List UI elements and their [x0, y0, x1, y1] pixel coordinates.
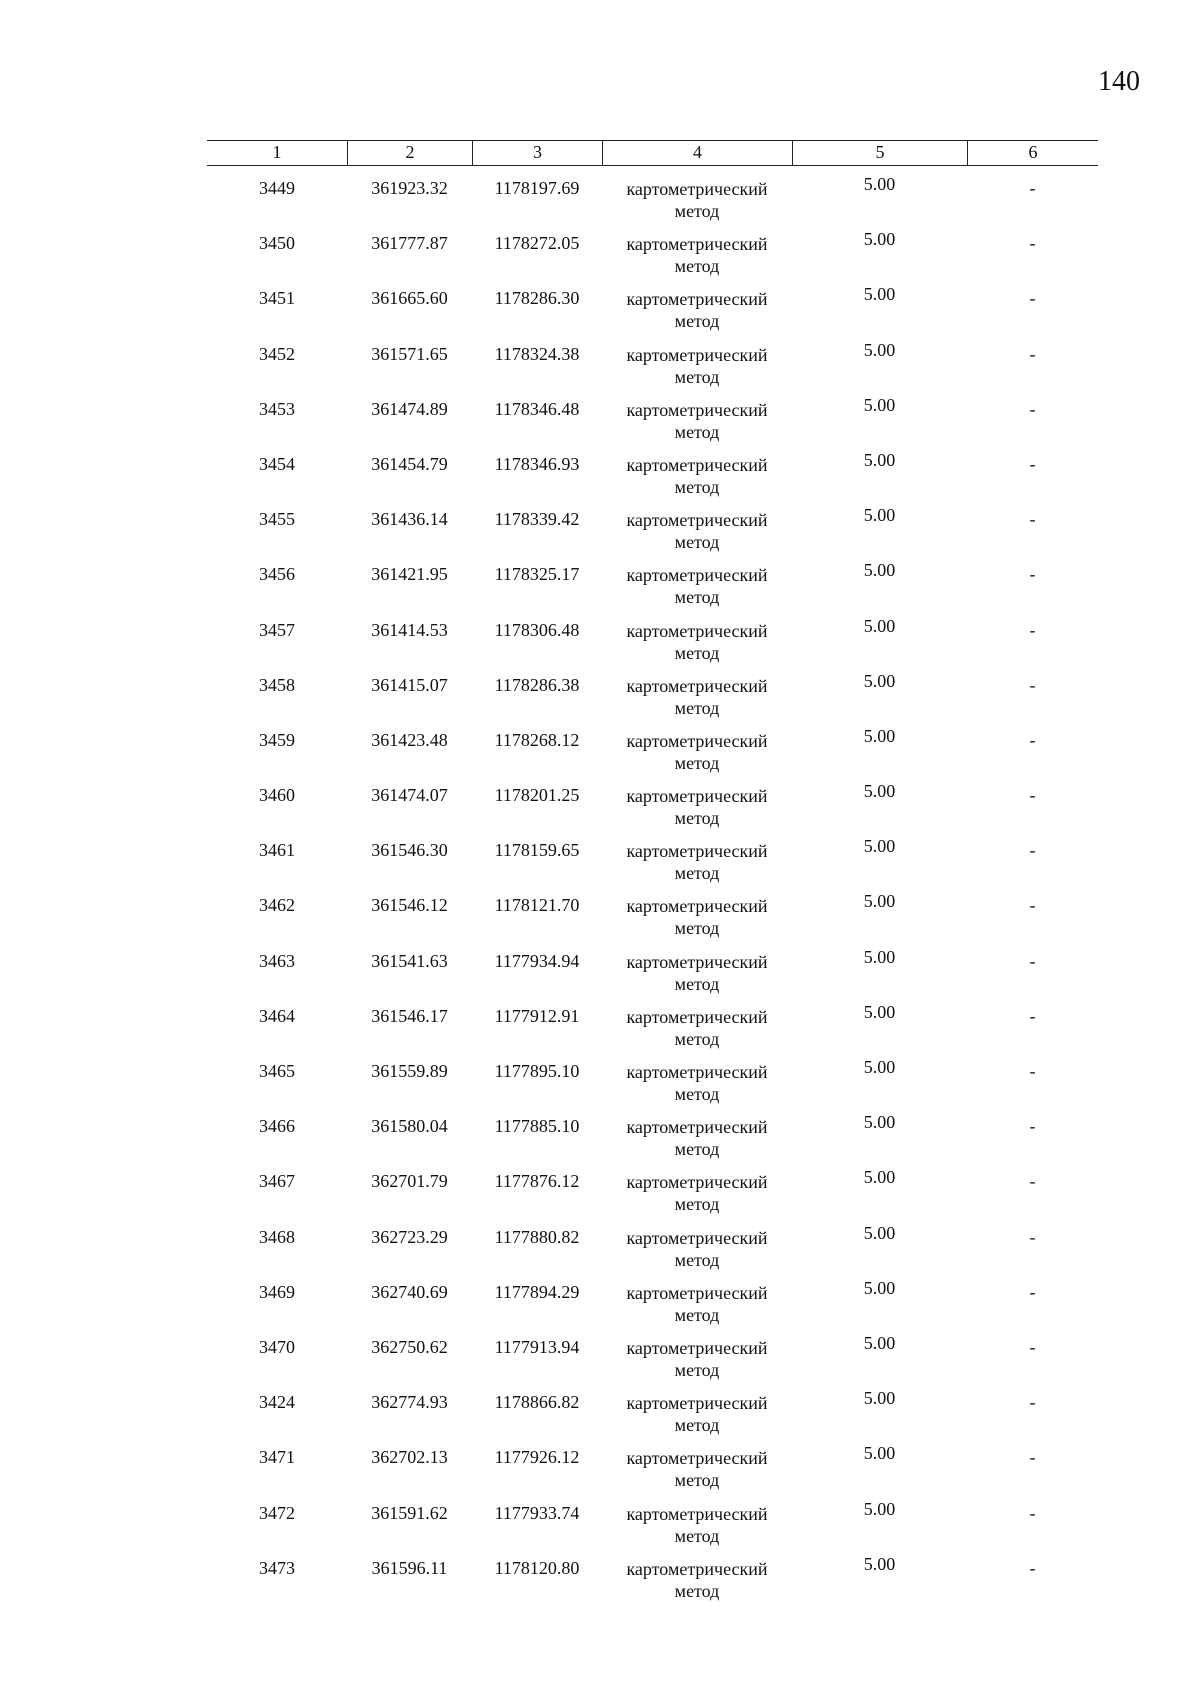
cell-note: - — [1029, 509, 1036, 530]
cell-coord-x: 361415.07 — [371, 674, 448, 695]
table-row — [207, 998, 1098, 1053]
cell-method: картометрический метод — [626, 1448, 768, 1491]
cell-coord-x: 361541.63 — [371, 950, 448, 971]
table-row — [207, 1108, 1098, 1163]
cell-coord-y: 1178306.48 — [494, 619, 580, 640]
cell-accuracy: 5.00 — [863, 891, 896, 912]
table-row — [207, 1384, 1098, 1439]
cell-method: картометрический метод — [626, 896, 768, 939]
cell-method: картометрический метод — [626, 1006, 768, 1049]
header-col-2: 2 — [347, 141, 472, 165]
table-row — [207, 280, 1098, 335]
cell-method: картометрический метод — [626, 454, 768, 497]
cell-point-number: 3460 — [259, 785, 295, 806]
cell-method: картометрический метод — [626, 1282, 768, 1325]
cell-coord-x: 361414.53 — [371, 619, 448, 640]
cell-point-number: 3461 — [259, 840, 295, 861]
cell-method: картометрический метод — [626, 675, 768, 718]
table-row — [207, 1329, 1098, 1384]
cell-point-number: 3449 — [259, 178, 295, 198]
cell-note: - — [1029, 950, 1036, 971]
cell-note: - — [1029, 1226, 1036, 1247]
cell-note: - — [1029, 1061, 1036, 1081]
cell-accuracy: 5.00 — [863, 394, 896, 415]
cell-method: картометрический метод — [626, 1503, 768, 1546]
cell-coord-y: 1178286.30 — [494, 288, 580, 309]
cell-accuracy: 5.00 — [863, 1332, 896, 1353]
table-body — [207, 170, 1098, 1605]
cell-point-number: 3468 — [259, 1226, 295, 1247]
cell-coord-y: 1177912.91 — [494, 1005, 580, 1026]
cell-note: - — [1029, 674, 1036, 695]
cell-accuracy: 5.00 — [863, 229, 896, 250]
cell-coord-y: 1178339.42 — [494, 509, 580, 530]
cell-point-number: 3456 — [259, 564, 295, 585]
cell-coord-y: 1177876.12 — [494, 1171, 580, 1192]
cell-coord-y: 1177934.94 — [494, 950, 580, 971]
cell-point-number: 3470 — [259, 1336, 295, 1357]
cell-coord-y: 1178346.48 — [494, 398, 580, 419]
cell-coord-y: 1178121.70 — [494, 895, 580, 916]
cell-point-number: 3453 — [259, 398, 295, 419]
cell-accuracy: 5.00 — [863, 1553, 896, 1574]
cell-coord-y: 1178201.25 — [494, 785, 580, 806]
cell-accuracy: 5.00 — [863, 725, 896, 746]
cell-accuracy: 5.00 — [863, 174, 896, 194]
table-row — [207, 501, 1098, 556]
cell-point-number: 3424 — [259, 1392, 295, 1413]
cell-coord-x: 361546.17 — [371, 1005, 448, 1026]
header-col-3: 3 — [472, 141, 602, 165]
table-row — [207, 722, 1098, 777]
cell-note: - — [1029, 619, 1036, 640]
cell-method: картометрический метод — [626, 1337, 768, 1380]
cell-coord-x: 361571.65 — [371, 343, 448, 364]
cell-method: картометрический метод — [626, 1393, 768, 1436]
cell-point-number: 3454 — [259, 453, 295, 474]
cell-note: - — [1029, 840, 1036, 861]
cell-method: картометрический метод — [626, 565, 768, 608]
cell-note: - — [1029, 453, 1036, 474]
cell-method: картометрический метод — [626, 1117, 768, 1160]
cell-point-number: 3458 — [259, 674, 295, 695]
table-row — [207, 777, 1098, 832]
cell-accuracy: 5.00 — [863, 836, 896, 857]
cell-note: - — [1029, 895, 1036, 916]
cell-coord-x: 362750.62 — [371, 1336, 448, 1357]
table-row — [207, 1053, 1098, 1108]
table-row — [207, 1274, 1098, 1329]
cell-note: - — [1029, 178, 1036, 198]
cell-coord-y: 1177885.10 — [494, 1116, 580, 1137]
cell-point-number: 3471 — [259, 1447, 295, 1468]
cell-point-number: 3452 — [259, 343, 295, 364]
cell-accuracy: 5.00 — [863, 781, 896, 802]
cell-coord-x: 361436.14 — [371, 509, 448, 530]
cell-coord-y: 1178272.05 — [494, 233, 580, 254]
cell-coord-x: 361474.07 — [371, 785, 448, 806]
cell-coord-y: 1178197.69 — [494, 178, 580, 198]
cell-coord-x: 361580.04 — [371, 1116, 448, 1137]
cell-accuracy: 5.00 — [863, 1388, 896, 1409]
cell-coord-x: 361474.89 — [371, 398, 448, 419]
cell-note: - — [1029, 1281, 1036, 1302]
header-col-6: 6 — [967, 141, 1098, 165]
cell-method: картометрический метод — [626, 510, 768, 553]
cell-point-number: 3462 — [259, 895, 295, 916]
table-row — [207, 556, 1098, 611]
table-row — [207, 667, 1098, 722]
cell-accuracy: 5.00 — [863, 505, 896, 526]
cell-coord-x: 361923.32 — [371, 178, 448, 198]
cell-note: - — [1029, 233, 1036, 254]
cell-point-number: 3459 — [259, 729, 295, 750]
table-row — [207, 1550, 1098, 1605]
table-row — [207, 1439, 1098, 1494]
cell-coord-x: 361423.48 — [371, 729, 448, 750]
cell-accuracy: 5.00 — [863, 670, 896, 691]
cell-coord-y: 1178325.17 — [494, 564, 580, 585]
cell-note: - — [1029, 343, 1036, 364]
cell-point-number: 3465 — [259, 1061, 295, 1081]
cell-note: - — [1029, 1171, 1036, 1192]
table-row — [207, 1219, 1098, 1274]
cell-method: картометрический метод — [626, 234, 768, 277]
cell-note: - — [1029, 1116, 1036, 1137]
cell-point-number: 3451 — [259, 288, 295, 309]
cell-accuracy: 5.00 — [863, 339, 896, 360]
cell-method: картометрический метод — [626, 344, 768, 387]
table-row — [207, 1163, 1098, 1218]
cell-accuracy: 5.00 — [863, 1057, 896, 1077]
cell-accuracy: 5.00 — [863, 946, 896, 967]
cell-coord-y: 1177913.94 — [494, 1336, 580, 1357]
cell-coord-x: 361591.62 — [371, 1502, 448, 1523]
table-header — [207, 140, 1098, 166]
cell-coord-x: 361454.79 — [371, 453, 448, 474]
cell-accuracy: 5.00 — [863, 1001, 896, 1022]
cell-accuracy: 5.00 — [863, 1112, 896, 1133]
cell-method: картометрический метод — [626, 1558, 768, 1601]
cell-note: - — [1029, 1502, 1036, 1523]
cell-coord-y: 1178286.38 — [494, 674, 580, 695]
cell-method: картометрический метод — [626, 179, 768, 221]
cell-coord-x: 362774.93 — [371, 1392, 448, 1413]
cell-coord-y: 1178159.65 — [494, 840, 580, 861]
table-row — [207, 832, 1098, 887]
cell-accuracy: 5.00 — [863, 615, 896, 636]
coordinates-table — [207, 136, 1098, 1605]
cell-coord-x: 361596.11 — [371, 1557, 448, 1578]
table-row — [207, 225, 1098, 280]
cell-method: картометрический метод — [626, 1227, 768, 1270]
cell-accuracy: 5.00 — [863, 449, 896, 470]
table-row — [207, 446, 1098, 501]
cell-point-number: 3457 — [259, 619, 295, 640]
cell-coord-x: 362701.79 — [371, 1171, 448, 1192]
cell-method: картометрический метод — [626, 841, 768, 884]
cell-accuracy: 5.00 — [863, 560, 896, 581]
table-row — [207, 336, 1098, 391]
cell-coord-x: 361546.30 — [371, 840, 448, 861]
cell-coord-y: 1178324.38 — [494, 343, 580, 364]
cell-method: картометрический метод — [626, 1062, 768, 1104]
cell-method: картометрический метод — [626, 620, 768, 663]
cell-accuracy: 5.00 — [863, 284, 896, 305]
header-col-4: 4 — [602, 141, 792, 165]
cell-note: - — [1029, 288, 1036, 309]
table-row — [207, 943, 1098, 998]
cell-coord-y: 1177933.74 — [494, 1502, 580, 1523]
table-row — [207, 887, 1098, 942]
cell-method: картометрический метод — [626, 1172, 768, 1215]
cell-coord-x: 361665.60 — [371, 288, 448, 309]
cell-coord-x: 362723.29 — [371, 1226, 448, 1247]
cell-note: - — [1029, 729, 1036, 750]
cell-note: - — [1029, 1005, 1036, 1026]
cell-coord-y: 1177895.10 — [494, 1061, 580, 1081]
cell-method: картометрический метод — [626, 786, 768, 829]
cell-method: картометрический метод — [626, 951, 768, 994]
cell-coord-y: 1178866.82 — [494, 1392, 580, 1413]
cell-method: картометрический метод — [626, 399, 768, 442]
cell-method: картометрический метод — [626, 289, 768, 332]
table-row — [207, 170, 1098, 225]
header-col-1: 1 — [272, 142, 282, 162]
cell-point-number: 3464 — [259, 1005, 295, 1026]
cell-coord-x: 361777.87 — [371, 233, 448, 254]
cell-note: - — [1029, 1557, 1036, 1578]
cell-method: картометрический метод — [626, 730, 768, 773]
cell-note: - — [1029, 398, 1036, 419]
cell-point-number: 3472 — [259, 1502, 295, 1523]
cell-coord-y: 1177880.82 — [494, 1226, 580, 1247]
cell-point-number: 3467 — [259, 1171, 295, 1192]
cell-coord-y: 1178346.93 — [494, 453, 580, 474]
header-col-5: 5 — [792, 141, 967, 165]
cell-coord-x: 361559.89 — [371, 1061, 448, 1081]
cell-coord-x: 361421.95 — [371, 564, 448, 585]
table-row — [207, 612, 1098, 667]
table-row — [207, 1495, 1098, 1550]
cell-coord-x: 362740.69 — [371, 1281, 448, 1302]
table-row — [207, 391, 1098, 446]
cell-note: - — [1029, 564, 1036, 585]
page-number: 140 — [1098, 66, 1140, 97]
cell-accuracy: 5.00 — [863, 1222, 896, 1243]
cell-note: - — [1029, 785, 1036, 806]
cell-point-number: 3473 — [259, 1557, 295, 1578]
cell-coord-y: 1178268.12 — [494, 729, 580, 750]
cell-accuracy: 5.00 — [863, 1167, 896, 1188]
cell-accuracy: 5.00 — [863, 1277, 896, 1298]
cell-note: - — [1029, 1447, 1036, 1468]
cell-accuracy: 5.00 — [863, 1443, 896, 1464]
cell-point-number: 3466 — [259, 1116, 295, 1137]
cell-accuracy: 5.00 — [863, 1498, 896, 1519]
cell-coord-y: 1177926.12 — [494, 1447, 580, 1468]
cell-point-number: 3463 — [259, 950, 295, 971]
cell-coord-y: 1178120.80 — [494, 1557, 580, 1578]
cell-coord-x: 361546.12 — [371, 895, 448, 916]
cell-point-number: 3469 — [259, 1281, 295, 1302]
cell-note: - — [1029, 1392, 1036, 1413]
cell-point-number: 3450 — [259, 233, 295, 254]
cell-point-number: 3455 — [259, 509, 295, 530]
cell-note: - — [1029, 1336, 1036, 1357]
cell-coord-y: 1177894.29 — [494, 1281, 580, 1302]
cell-coord-x: 362702.13 — [371, 1447, 448, 1468]
